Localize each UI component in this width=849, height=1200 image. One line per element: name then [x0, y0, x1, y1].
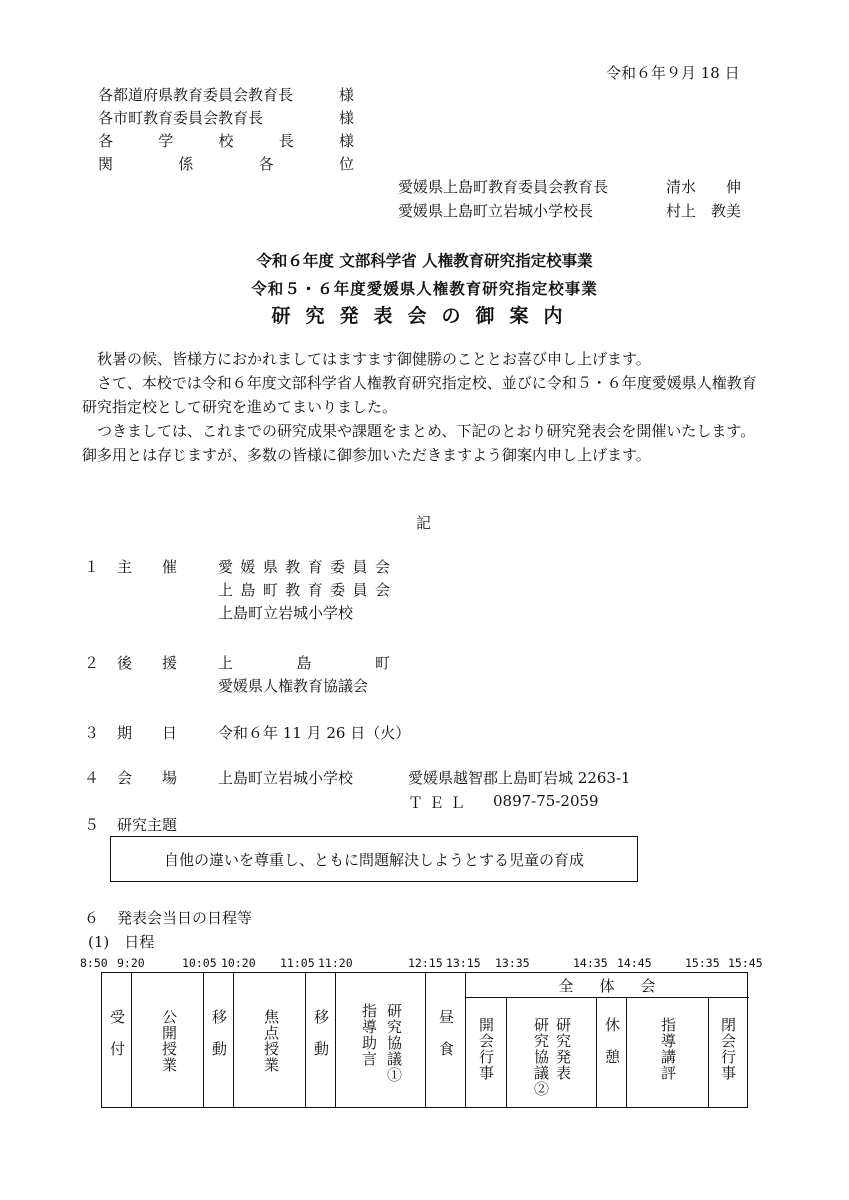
- title-line-2: 令和５・６年度愛媛県人権教育研究指定校事業: [251, 280, 598, 298]
- time-1335: 13:35: [495, 956, 530, 970]
- main-title: 研究発表会の御案内: [271, 305, 578, 327]
- cell-presentation: 研究発表: [554, 1017, 572, 1081]
- time-1020: 10:20: [221, 956, 256, 970]
- tel-number: 0897-75-2059: [493, 792, 599, 810]
- col-discussion-1: [336, 973, 426, 1107]
- host-1: 愛 媛 県 教 育 委 員 会: [218, 558, 390, 576]
- time-1005: 10:05: [182, 956, 217, 970]
- schedule-subheading: (1) 日程: [88, 933, 155, 951]
- col-presentation: [507, 998, 597, 1107]
- time-1545: 15:45: [728, 956, 763, 970]
- document-date: 令和６年９月 18 日: [606, 64, 740, 82]
- support-2: 愛媛県人権教育協議会: [218, 677, 369, 695]
- letter-body: [82, 347, 770, 467]
- cell-opening: 開会行事: [477, 1017, 495, 1081]
- cell-closing: 閉会行事: [719, 1017, 737, 1081]
- support-list: [218, 652, 390, 698]
- title-line-1: 令和６年度 文部科学省 人権教育研究指定校事業: [256, 252, 593, 270]
- time-1445: 14:45: [617, 956, 652, 970]
- item-theme: ５ 研究主題: [84, 816, 178, 834]
- cell-discussion-2: 研究協議②: [532, 1017, 550, 1097]
- host-3: 上島町立岩城小学校: [218, 604, 354, 622]
- time-0920: 9:20: [117, 956, 145, 970]
- venue-name: 上島町立岩城小学校: [218, 769, 354, 787]
- item-support: ２ 後 援: [84, 654, 178, 672]
- cell-discussion-1: 研究協議①: [385, 1003, 403, 1083]
- cell-focus-class: 焦点授業: [262, 1009, 280, 1073]
- event-date: 令和６年 11 月 26 日（火）: [218, 724, 411, 742]
- item-schedule: ６ 発表会当日の日程等: [84, 909, 253, 927]
- sender-1: 愛媛県上島町教育委員会教育長 清水 伸: [398, 178, 742, 196]
- cell-lunch: 昼 食: [437, 1009, 455, 1057]
- addressee-3: 各 学 校 長 様: [98, 132, 354, 150]
- item-date: ３ 期 日: [84, 724, 178, 742]
- sender-2: 愛媛県上島町立岩城小学校長 村上 教美: [398, 202, 742, 220]
- cell-move-1: 移 動: [210, 1009, 228, 1057]
- time-1435: 14:35: [573, 956, 608, 970]
- research-theme: 自他の違いを尊重し、ともに問題解決しようとする児童の育成: [163, 850, 584, 869]
- cell-reception: 受 付: [108, 1009, 126, 1057]
- sender-block: [398, 175, 741, 223]
- body-paragraph-1: 秋暑の候、皆様方におかれましてはますます御健勝のこととお喜び申し上げます。: [97, 350, 651, 368]
- time-1315: 13:15: [446, 956, 481, 970]
- research-theme-box: [110, 836, 638, 882]
- cell-review: 指導講評: [659, 1017, 677, 1081]
- cell-guidance: 指導助言: [360, 1003, 378, 1067]
- plenary-header: 全体会: [465, 973, 749, 998]
- time-0850: 8:50: [80, 956, 108, 970]
- venue-address: 愛媛県越智郡上島町岩城 2263-1: [408, 769, 631, 787]
- ki-heading: 記: [416, 514, 432, 532]
- addressee-list: [98, 84, 354, 176]
- schedule-table: [101, 972, 748, 1108]
- cell-break: 休 憩: [603, 1017, 621, 1065]
- time-1215: 12:15: [408, 956, 443, 970]
- time-1535: 15:35: [685, 956, 720, 970]
- addressee-1: 各都道府県教育委員会教育長 様: [98, 86, 354, 104]
- support-1: 上 島 町: [218, 654, 390, 672]
- host-2: 上 島 町 教 育 委 員 会: [218, 581, 390, 599]
- addressee-4: 関 係 各 位: [98, 155, 354, 173]
- body-paragraph-3: つきましては、これまでの研究成果や課題をまとめ、下記のとおり研究発表会を開催いたします。御多用とは存じますが、多数の皆様に御参加いただきますよう御案内申し上げます。: [82, 422, 756, 464]
- cell-move-2: 移 動: [312, 1009, 330, 1057]
- host-list: [218, 556, 390, 625]
- item-venue: ４ 会 場: [84, 769, 178, 787]
- addressee-2: 各市町教育委員会教育長 様: [98, 109, 354, 127]
- body-paragraph-2: さて、本校では令和６年度文部科学省人権教育研究指定校、並びに令和５・６年度愛媛県人権教育研究指定校として研究を進めてまいりました。: [82, 374, 757, 416]
- cell-open-class: 公開授業: [160, 1009, 178, 1073]
- time-1105: 11:05: [280, 956, 315, 970]
- tel-label: ＴＥＬ: [408, 794, 472, 812]
- item-host: １ 主 催: [84, 558, 178, 576]
- time-1120: 11:20: [318, 956, 353, 970]
